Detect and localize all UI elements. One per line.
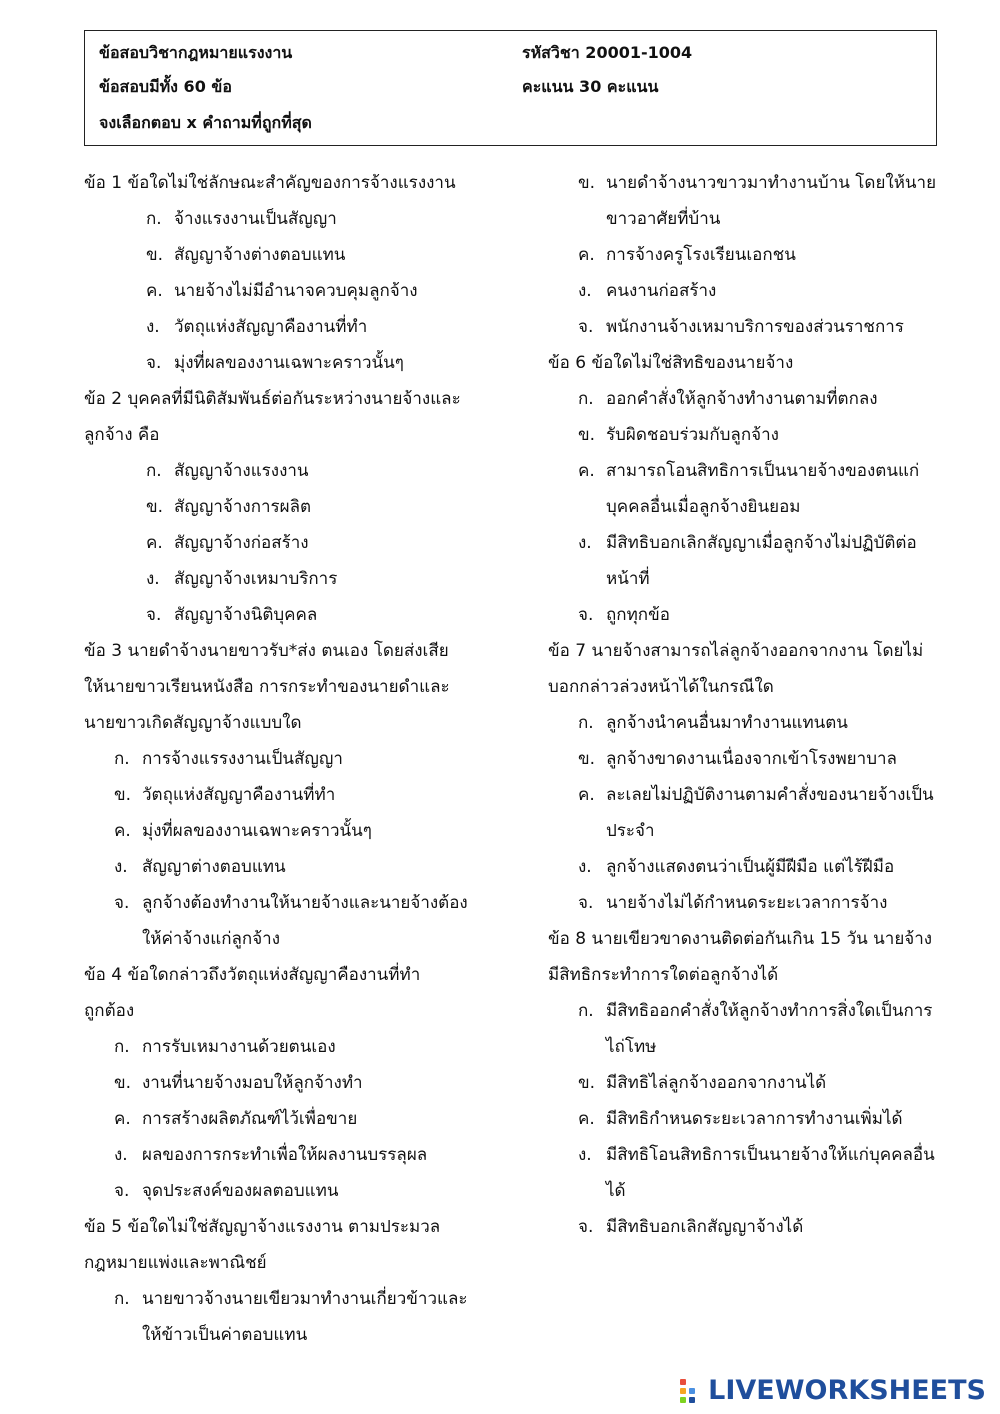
answer-option[interactable] xyxy=(84,597,496,633)
option-text-line: นายขาวจ้างนายเขียวมาทำงานเกี่ยวข้าวและ xyxy=(142,1289,468,1309)
liveworksheets-logo xyxy=(679,1374,986,1408)
option-letter: ข. xyxy=(578,749,596,769)
question-text-line: มีสิทธิกระทำการใดต่อลูกจ้างได้ xyxy=(548,965,779,985)
option-letter: ค. xyxy=(578,461,595,481)
option-letter: ก. xyxy=(578,389,594,409)
option-text-line: ลูกจ้างนำคนอื่นมาทำงานแทนตน xyxy=(606,713,848,733)
answer-option[interactable] xyxy=(84,453,496,489)
option-text-line: สามารถโอนสิทธิการเป็นนายจ้างของตนแก่ xyxy=(606,461,920,481)
option-text-line: มีสิทธิโอนสิทธิการเป็นนายจ้างให้แก่บุคคลอื่น xyxy=(606,1145,935,1165)
question-text-line: กฎหมายแพ่งและพาณิชย์ xyxy=(84,1253,267,1273)
option-text-line: สัญญาจ้างก่อสร้าง xyxy=(174,533,309,553)
option-letter: ง. xyxy=(146,569,160,589)
option-letter: ก. xyxy=(146,461,162,481)
question-text-line: ข้อ 5 ข้อใดไม่ใช่สัญญาจ้างแรงงาน ตามประมวล xyxy=(84,1217,441,1237)
question-text-line: ให้นายขาวเรียนหนังสือ การกระทำของนายดำและ xyxy=(84,677,450,697)
option-letter: จ. xyxy=(114,1181,130,1201)
answer-option[interactable] xyxy=(84,1137,496,1173)
question-ข้อ1 xyxy=(84,165,496,381)
answer-option[interactable] xyxy=(548,1065,948,1101)
subject-title: ข้อสอบวิชากฎหมายแรงงาน xyxy=(99,43,293,62)
option-text-line: จุดประสงค์ของผลตอบแทน xyxy=(142,1181,339,1201)
answer-option[interactable] xyxy=(548,597,948,633)
option-letter: ค. xyxy=(578,785,595,805)
question-cont xyxy=(548,165,948,345)
option-text-line: วัตถุแห่งสัญญาคืองานที่ทำ xyxy=(174,317,368,337)
question-text-line: ข้อ 7 นายจ้างสามารถไล่ลูกจ้างออกจากงาน โดยไม่ xyxy=(548,641,924,661)
option-letter: ค. xyxy=(114,1109,131,1129)
answer-option[interactable] xyxy=(548,417,948,453)
answer-option[interactable] xyxy=(548,777,948,849)
answer-option[interactable] xyxy=(84,273,496,309)
question-text-line: ลูกจ้าง คือ xyxy=(84,425,160,445)
option-letter: ค. xyxy=(146,533,163,553)
option-text-line: มีสิทธิกำหนดระยะเวลาการทำงานเพิ่มได้ xyxy=(606,1109,903,1129)
option-text-line: พนักงานจ้างเหมาบริการของส่วนราชการ xyxy=(606,317,904,337)
option-letter: ข. xyxy=(146,245,164,265)
question-text-line: ข้อ 8 นายเขียวขาดงานติดต่อกันเกิน 15 วัน นายจ้าง xyxy=(548,929,933,949)
answer-option[interactable] xyxy=(548,1101,948,1137)
answer-option[interactable] xyxy=(548,1137,948,1209)
option-letter: จ. xyxy=(578,893,594,913)
option-text-line: ผลของการกระทำเพื่อให้ผลงานบรรลุผล xyxy=(142,1145,428,1165)
question-ข้อ3 xyxy=(84,633,496,957)
question-text-line: ข้อ 4 ข้อใดกล่าวถึงวัตถุแห่งสัญญาคืองานที่ทำ xyxy=(84,965,421,985)
option-text-line: การรับเหมางานด้วยตนเอง xyxy=(142,1037,336,1057)
option-letter: ข. xyxy=(578,425,596,445)
answer-option[interactable] xyxy=(548,705,948,741)
answer-option[interactable] xyxy=(548,237,948,273)
question-text-line: ข้อ 1 ข้อใดไม่ใช่ลักษณะสำคัญของการจ้างแรงงาน xyxy=(84,173,456,193)
answer-option[interactable] xyxy=(548,1209,948,1245)
option-text-line: มีสิทธิออกคำสั่งให้ลูกจ้างทำการสิ่งใดเป็นการ xyxy=(606,1001,933,1021)
question-ข้อ5 xyxy=(84,1209,496,1353)
option-text-line: การจ้างแรรงงานเป็นสัญญา xyxy=(142,749,343,769)
option-text-line: ลูกจ้างแสดงตนว่าเป็นผู้มีฝีมือ แต่ไร้ฝีมือ xyxy=(606,857,895,877)
answer-option[interactable] xyxy=(84,489,496,525)
option-letter: ข. xyxy=(578,1073,596,1093)
option-text-line: สัญญาจ้างต่างตอบแทน xyxy=(174,245,346,265)
score: คะแนน 30 คะแนน xyxy=(522,77,659,96)
option-text-line: ละเลยไม่ปฏิบัติงานตามคำสั่งของนายจ้างเป็น xyxy=(606,785,934,805)
answer-option[interactable] xyxy=(548,165,948,237)
option-letter: ข. xyxy=(114,1073,132,1093)
option-text-line: สัญญาจ้างการผลิต xyxy=(174,497,312,517)
option-text-line: ไถ่โทษ xyxy=(606,1037,657,1057)
option-letter: ก. xyxy=(114,749,130,769)
question-ข้อ4 xyxy=(84,957,496,1209)
liveworksheets-logo-icon xyxy=(679,1377,705,1405)
option-letter: ก. xyxy=(114,1289,130,1309)
option-letter: ค. xyxy=(578,1109,595,1129)
answer-option[interactable] xyxy=(548,309,948,345)
option-text-line: มุ่งที่ผลของงานเฉพาะคราวนั้นๆ xyxy=(142,821,372,841)
option-letter: ง. xyxy=(114,1145,128,1165)
option-letter: ง. xyxy=(146,317,160,337)
answer-option[interactable] xyxy=(84,309,496,345)
option-letter: ค. xyxy=(578,245,595,265)
option-text-line: มีสิทธิบอกเลิกสัญญาจ้างได้ xyxy=(606,1217,804,1237)
option-text-line: นายดำจ้างนาวขาวมาทำงานบ้าน โดยให้นาย xyxy=(606,173,937,193)
answer-option[interactable] xyxy=(548,993,948,1065)
answer-option[interactable] xyxy=(84,345,496,381)
option-text-line: ออกคำสั่งให้ลูกจ้างทำงานตามที่ตกลง xyxy=(606,389,878,409)
option-letter: จ. xyxy=(146,605,162,625)
option-text-line: การสร้างผลิตภัณฑ์ไว้เพื่อขาย xyxy=(142,1109,358,1129)
option-text-line: ลูกจ้างขาดงานเนื่องจากเข้าโรงพยาบาล xyxy=(606,749,897,769)
option-text-line: งานที่นายจ้างมอบให้ลูกจ้างทำ xyxy=(142,1073,363,1093)
answer-option[interactable] xyxy=(548,381,948,417)
option-text-line: รับผิดชอบร่วมกับลูกจ้าง xyxy=(606,425,779,445)
option-text-line: สัญญาต่างตอบแทน xyxy=(142,857,286,877)
answer-option[interactable] xyxy=(548,849,948,885)
question-text-line: นายขาวเกิดสัญญาจ้างแบบใด xyxy=(84,713,302,733)
liveworksheets-logo-text: LIVEWORKSHEETS xyxy=(708,1375,986,1406)
option-letter: ง. xyxy=(578,1145,592,1165)
option-text-line: วัตถุแห่งสัญญาคืองานที่ทำ xyxy=(142,785,336,805)
question-text-line: ข้อ 3 นายดำจ้างนายขาวรับ*ส่ง ตนเอง โดยส่งเสีย xyxy=(84,641,449,661)
option-letter: ข. xyxy=(114,785,132,805)
option-letter: ค. xyxy=(146,281,163,301)
question-ข้อ7 xyxy=(548,633,948,921)
option-text-line: ถูกทุกข้อ xyxy=(606,605,670,625)
option-letter: ก. xyxy=(578,713,594,733)
option-text-line: มีสิทธิบอกเลิกสัญญาเมื่อลูกจ้างไม่ปฏิบัติต่อ xyxy=(606,533,917,553)
option-text-line: นายจ้างไม่ได้กำหนดระยะเวลาการจ้าง xyxy=(606,893,888,913)
answer-option[interactable] xyxy=(548,525,948,597)
instruction: จงเลือกตอบ x คำถามที่ถูกที่สุด xyxy=(99,113,312,132)
option-letter: จ. xyxy=(114,893,130,913)
option-text-line: บุคคลอื่นเมื่อลูกจ้างยินยอม xyxy=(606,497,801,517)
option-letter: ข. xyxy=(146,497,164,517)
left-column xyxy=(84,165,496,1353)
answer-option[interactable] xyxy=(84,885,496,957)
exam-header-box xyxy=(84,30,937,146)
option-text-line: มุ่งที่ผลของงานเฉพาะคราวนั้นๆ xyxy=(174,353,404,373)
question-ข้อ2 xyxy=(84,381,496,633)
option-letter: ง. xyxy=(114,857,128,877)
option-text-line: ขาวอาศัยที่บ้าน xyxy=(606,209,721,229)
question-ข้อ6 xyxy=(548,345,948,633)
option-text-line: ให้ข้าวเป็นค่าตอบแทน xyxy=(142,1325,308,1345)
answer-option[interactable] xyxy=(84,813,496,849)
option-text-line: หน้าที่ xyxy=(606,569,650,589)
answer-option[interactable] xyxy=(84,741,496,777)
option-text-line: สัญญาจ้างเหมาบริการ xyxy=(174,569,338,589)
option-letter: จ. xyxy=(578,317,594,337)
option-letter: จ. xyxy=(578,605,594,625)
answer-option[interactable] xyxy=(548,885,948,921)
course-code: รหัสวิชา 20001-1004 xyxy=(522,43,693,62)
option-letter: ก. xyxy=(146,209,162,229)
option-text-line: ลูกจ้างต้องทำงานให้นายจ้างและนายจ้างต้อง xyxy=(142,893,468,913)
option-text-line: การจ้างครูโรงเรียนเอกชน xyxy=(606,245,796,265)
answer-option[interactable] xyxy=(548,273,948,309)
option-text-line: สัญญาจ้างแรงงาน xyxy=(174,461,309,481)
question-text-line: ถูกต้อง xyxy=(84,1001,135,1021)
question-count: ข้อสอบมีทั้ง 60 ข้อ xyxy=(99,77,232,96)
question-text-line: ข้อ 2 บุคคลที่มีนิติสัมพันธ์ต่อกันระหว่างนายจ้างและ xyxy=(84,389,461,409)
question-text-line: ข้อ 6 ข้อใดไม่ใช่สิทธิของนายจ้าง xyxy=(548,353,794,373)
option-letter: ค. xyxy=(114,821,131,841)
answer-option[interactable] xyxy=(548,741,948,777)
option-letter: ง. xyxy=(578,857,592,877)
option-text-line: ให้ค่าจ้างแก่ลูกจ้าง xyxy=(142,929,281,949)
answer-option[interactable] xyxy=(84,1281,496,1353)
answer-option[interactable] xyxy=(84,1065,496,1101)
option-text-line: ได้ xyxy=(606,1181,626,1201)
answer-option[interactable] xyxy=(84,1101,496,1137)
option-letter: ข. xyxy=(578,173,596,193)
option-text-line: ประจำ xyxy=(606,821,655,841)
option-letter: จ. xyxy=(146,353,162,373)
question-ข้อ8 xyxy=(548,921,948,1245)
answer-option[interactable] xyxy=(548,453,948,525)
option-letter: ง. xyxy=(578,281,592,301)
answer-option[interactable] xyxy=(84,1029,496,1065)
option-text-line: สัญญาจ้างนิติบุคคล xyxy=(174,605,318,625)
answer-option[interactable] xyxy=(84,849,496,885)
option-letter: จ. xyxy=(578,1217,594,1237)
option-letter: ง. xyxy=(578,533,592,553)
answer-option[interactable] xyxy=(84,237,496,273)
option-text-line: คนงานก่อสร้าง xyxy=(606,281,717,301)
answer-option[interactable] xyxy=(84,525,496,561)
answer-option[interactable] xyxy=(84,1173,496,1209)
answer-option[interactable] xyxy=(84,777,496,813)
option-text-line: มีสิทธิไล่ลูกจ้างออกจากงานได้ xyxy=(606,1073,827,1093)
answer-option[interactable] xyxy=(84,561,496,597)
option-letter: ก. xyxy=(114,1037,130,1057)
option-letter: ก. xyxy=(578,1001,594,1021)
question-text-line: บอกกล่าวล่วงหน้าได้ในกรณีใด xyxy=(548,677,774,697)
right-column xyxy=(548,165,948,1245)
option-text-line: จ้างแรงงานเป็นสัญญา xyxy=(174,209,337,229)
answer-option[interactable] xyxy=(84,201,496,237)
option-text-line: นายจ้างไม่มีอำนาจควบคุมลูกจ้าง xyxy=(174,281,418,301)
